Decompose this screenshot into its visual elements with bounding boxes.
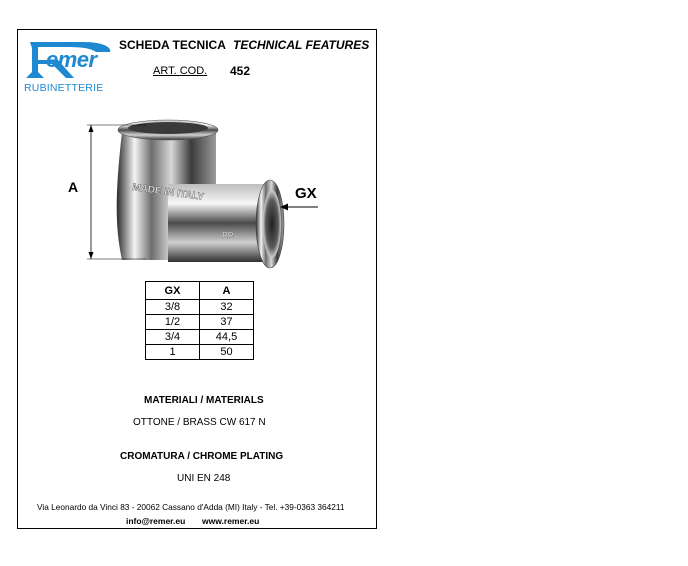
dimension-gx-label: GX [295, 185, 317, 202]
logo-wordmark: emer [46, 47, 97, 72]
table-row [146, 330, 254, 345]
logo-subtitle: RUBINETTERIE [24, 82, 104, 94]
article-code-label: ART. COD. [153, 65, 208, 77]
footer-address: Via Leonardo da Vinci 83 - 20062 Cassano d'Adda (MI) Italy - Tel. +39-0363 364211 [37, 502, 345, 512]
embossed-made-in-italy: MADE IN ITALY [131, 182, 205, 204]
title-italian: SCHEDA TECNICA [119, 38, 226, 52]
table-header-a: A [200, 282, 254, 300]
gx-arrow-icon [280, 202, 320, 212]
materials-value: OTTONE / BRASS CW 617 N [133, 417, 266, 428]
materials-heading: MATERIALI / MATERIALS [144, 395, 264, 406]
table-cell: 1 [146, 345, 200, 360]
table-cell: 3/8 [146, 300, 200, 315]
embossed-mark: RR [222, 231, 234, 240]
table-row [146, 345, 254, 360]
table-cell: 3/4 [146, 330, 200, 345]
footer-email-link[interactable]: info@remer.eu [126, 516, 186, 526]
table-header-row [146, 282, 254, 300]
plating-heading: CROMATURA / CHROME PLATING [120, 451, 284, 462]
dimension-a-line [86, 122, 156, 262]
dimension-a-label: A [68, 179, 79, 195]
table-cell: 1/2 [146, 315, 200, 330]
table-cell: 37 [200, 315, 254, 330]
table-row [146, 300, 254, 315]
remer-logo [24, 38, 112, 94]
plating-value: UNI EN 248 [177, 473, 231, 484]
table-cell: 32 [200, 300, 254, 315]
table-row [146, 315, 254, 330]
article-code-value: 452 [230, 64, 251, 78]
table-cell: 50 [200, 345, 254, 360]
footer-website-link[interactable]: www.remer.eu [202, 516, 260, 526]
table-header-gx: GX [146, 282, 200, 300]
title-english: TECHNICAL FEATURES [233, 38, 370, 52]
technical-sheet [17, 29, 377, 529]
table-cell: 44,5 [200, 330, 254, 345]
dimensions-table [145, 281, 254, 360]
